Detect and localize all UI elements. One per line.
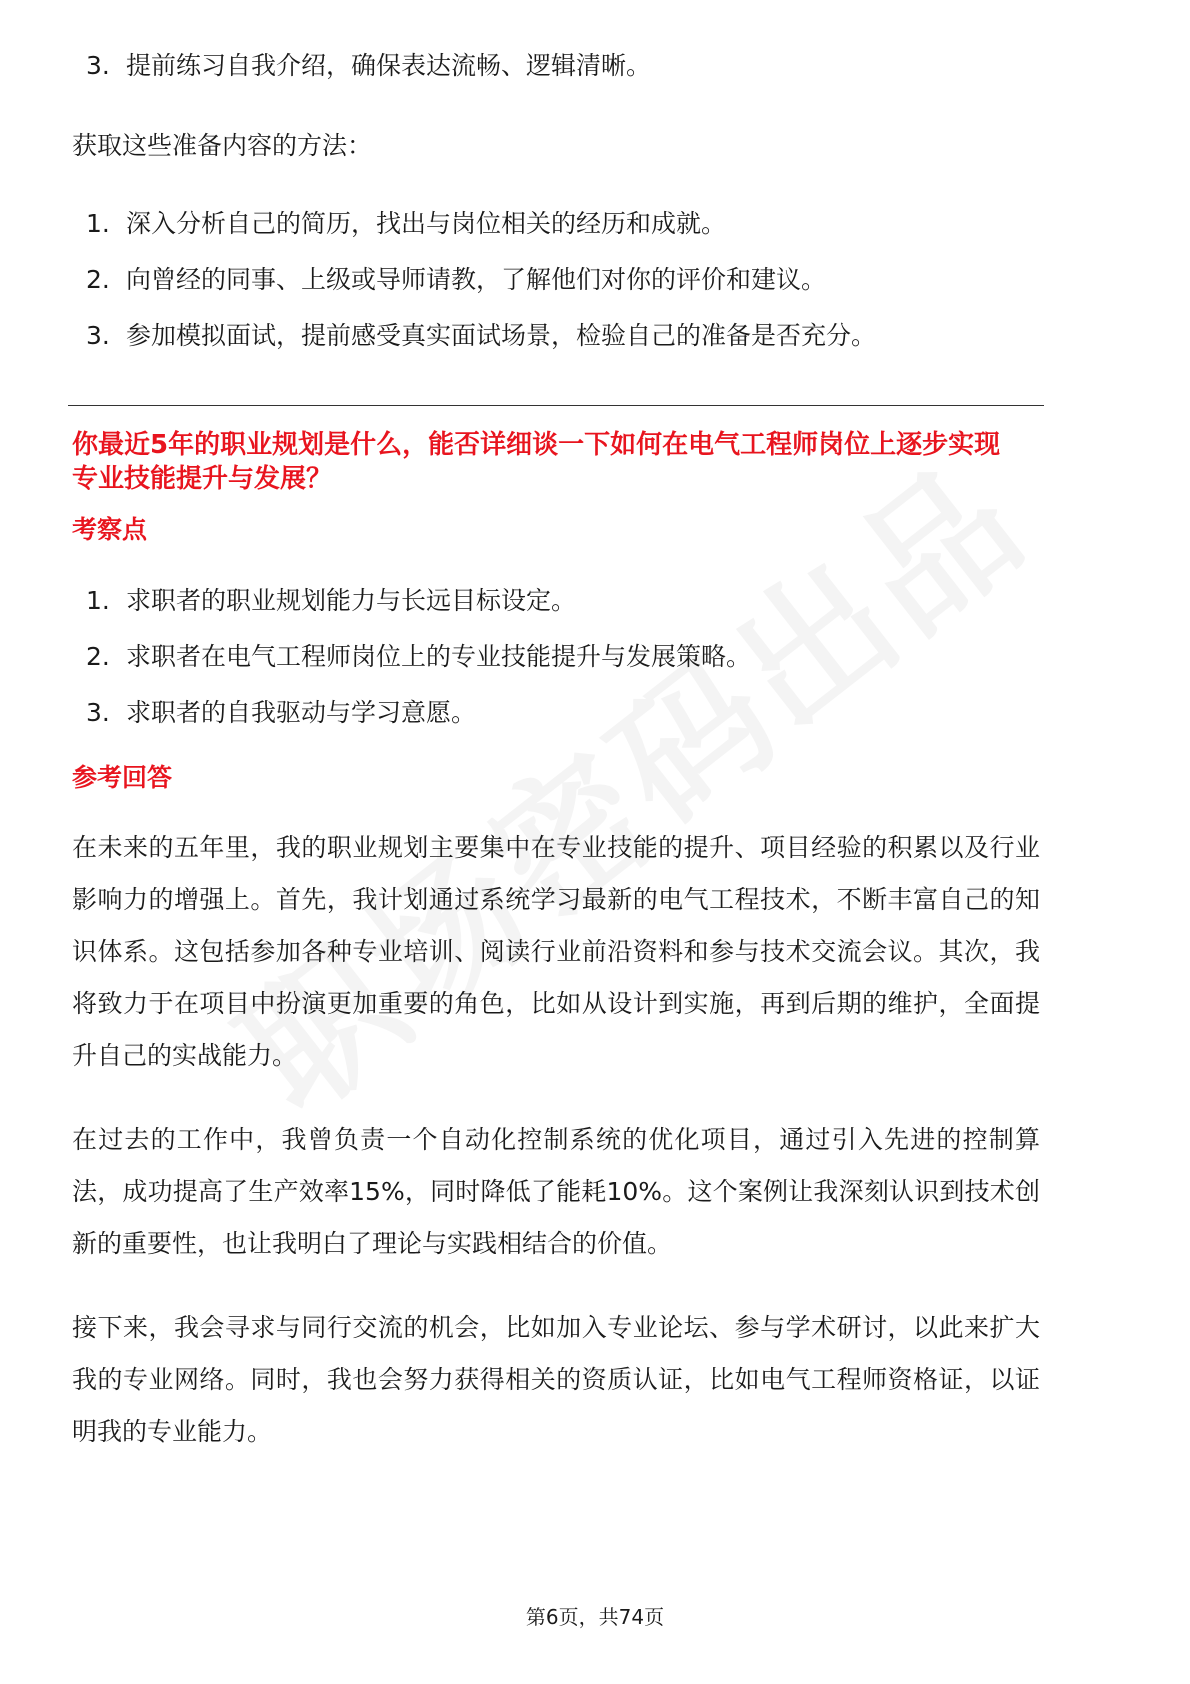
list-item-text: 提前练习自我介绍，确保表达流畅、逻辑清晰。	[126, 51, 652, 80]
document-page	[72, 0, 1118, 1684]
question-block	[72, 428, 1118, 496]
list-item	[72, 641, 1118, 673]
answer-label: 参考回答	[72, 763, 173, 792]
list-item-text: 求职者的职业规划能力与长远目标设定。	[126, 586, 577, 615]
assessment-list-block	[72, 585, 1118, 753]
list-item-number: 1.	[86, 209, 110, 238]
methods-list-block	[72, 208, 1118, 376]
list-item-text: 求职者的自我驱动与学习意愿。	[126, 698, 477, 727]
list-item	[72, 208, 1118, 240]
answer-paragraph-3: 接下来，我会寻求与同行交流的机会，比如加入专业论坛、参与学术研讨，以此来扩大我的专业网络。同时，我也会努力获得相关的资质认证，比如电气工程师资格证，以证明我的专业能力。	[72, 1313, 1040, 1446]
assessment-label: 考察点	[72, 515, 148, 544]
list-item-text: 深入分析自己的简历，找出与岗位相关的经历和成就。	[126, 209, 727, 238]
list-item	[72, 697, 1118, 729]
list-item-number: 3.	[86, 321, 110, 350]
assessment-list	[72, 585, 1118, 729]
intro-list-block	[72, 50, 1118, 106]
list-item-text: 求职者在电气工程师岗位上的专业技能提升与发展策略。	[126, 642, 752, 671]
list-item-number: 1.	[86, 586, 110, 615]
methods-list	[72, 208, 1118, 352]
question-line-1: 你最近5年的职业规划是什么，能否详细谈一下如何在电气工程师岗位上逐步实现	[72, 430, 1001, 460]
list-item-text: 参加模拟面试，提前感受真实面试场景，检验自己的准备是否充分。	[126, 321, 877, 350]
list-item-number: 3.	[86, 698, 110, 727]
list-item-number: 3.	[86, 51, 110, 80]
list-item	[72, 264, 1118, 296]
methods-heading: 获取这些准备内容的方法：	[72, 131, 373, 160]
list-item-number: 2.	[86, 265, 110, 294]
answer-paragraph-1: 在未来的五年里，我的职业规划主要集中在专业技能的提升、项目经验的积累以及行业影响力的增强上。首先，我计划通过系统学习最新的电气工程技术，不断丰富自己的知识体系。这包括参加各种专业培训、阅读行业前沿资料和参与技术交流会议。其次，我将致力于在项目中扮演更加重要的角色，比如从设计到实施，再到后期的维护，全面提升自己的实战能力。	[72, 833, 1040, 1070]
question-line-2: 专业技能提升与发展？	[72, 464, 333, 494]
answer-paragraph-2: 在过去的工作中，我曾负责一个自动化控制系统的优化项目，通过引入先进的控制算法，成功提高了生产效率15%，同时降低了能耗10%。这个案例让我深刻认识到技术创新的重要性，也让我明白了理论与实践相结合的价值。	[72, 1125, 1040, 1258]
page-number-footer: 第6页，共74页	[525, 1605, 665, 1629]
intro-list	[72, 50, 1118, 82]
list-item	[72, 585, 1118, 617]
list-item-text: 向曾经的同事、上级或导师请教，了解他们对你的评价和建议。	[126, 265, 827, 294]
section-divider	[68, 405, 1044, 406]
list-item	[72, 50, 1118, 82]
list-item-number: 2.	[86, 642, 110, 671]
list-item	[72, 320, 1118, 352]
